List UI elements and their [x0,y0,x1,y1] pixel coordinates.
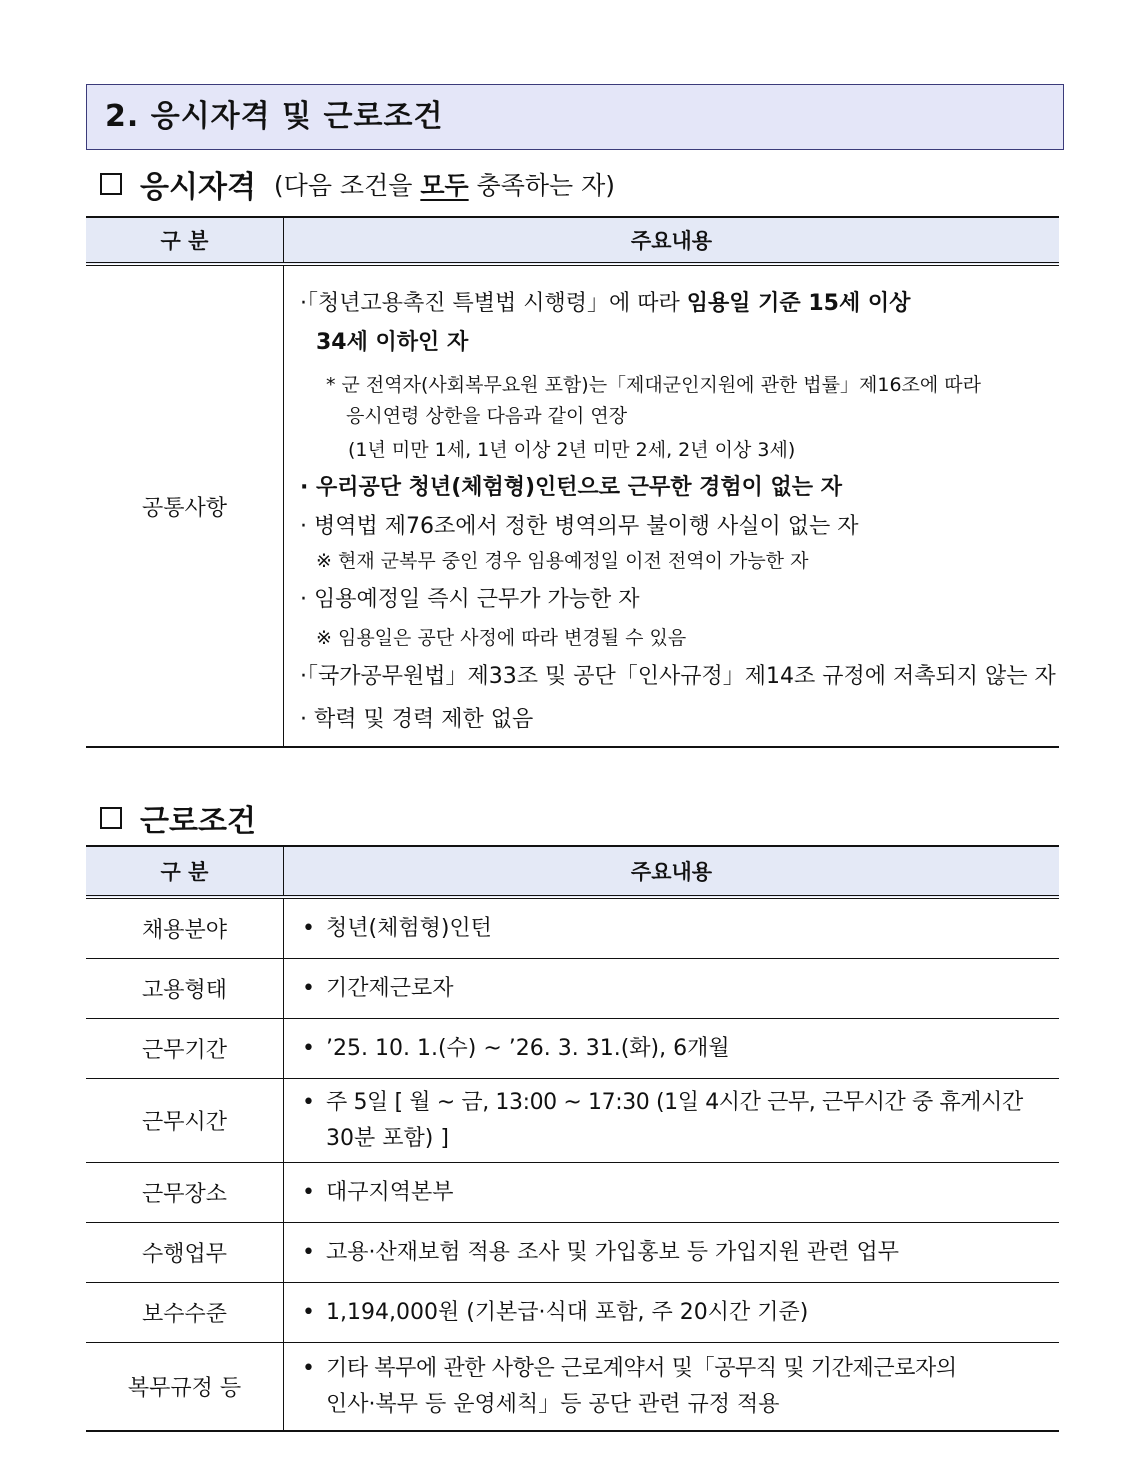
work-conditions-table [86,845,1059,1432]
qual-line-text: ·「청년고용촉진 특별법 시행령」에 따라 [300,291,687,316]
table-row [86,264,1059,747]
row-value: 기타 복무에 관한 사항은 근로계약서 및「공무직 및 기간제근로자의 [326,1355,957,1381]
qual-line: 34세 이하인 자 [316,330,469,355]
table-row [86,1079,1059,1163]
work-heading [100,796,256,840]
qual-line: · 학력 및 경력 제한 없음 [300,707,534,732]
header-category: 구 분 [86,846,284,897]
table-row [86,1283,1059,1343]
qualification-note [274,166,615,202]
row-value: 대구지역본부 [326,1179,454,1205]
bullet-icon: • [302,1089,315,1115]
qual-footnote: * 군 전역자(사회복무요원 포함)는「제대군인지원에 관한 법률」제16조에 따라 [326,374,982,396]
table-row [86,1019,1059,1079]
note-pre: (다음 조건을 [273,171,421,200]
header-category: 구 분 [86,217,284,264]
qual-footnote: 응시연령 상한을 다음과 같이 연장 [346,405,628,427]
work-heading-text: 근로조건 [140,804,256,839]
row-label: 고용형태 [86,959,284,1019]
row-value-cont: 인사·복무 등 운영세칙」등 공단 관련 규정 적용 [326,1391,780,1417]
checkbox-square-icon [100,173,122,195]
row-label: 근무장소 [86,1163,284,1223]
table-header-row [86,846,1059,897]
bullet-icon: • [302,1239,315,1265]
row-label: 채용분야 [86,897,284,959]
row-label: 보수수준 [86,1283,284,1343]
qual-line: · 병역법 제76조에서 정한 병역의무 불이행 사실이 없는 자 [300,514,859,539]
qualification-table [86,216,1059,748]
row-label: 복무규정 등 [86,1343,284,1432]
row-value: 기간제근로자 [326,975,454,1001]
table-row [86,1223,1059,1283]
note-emphasis: 모두 [420,171,469,200]
row-value: 청년(체험형)인턴 [326,915,492,941]
bullet-icon: • [302,1299,315,1325]
row-value: 1,194,000원 (기본급·식대 포함, 주 20시간 기준) [326,1299,809,1325]
qualification-heading [100,162,615,206]
row-value: ’25. 10. 1.(수) ~ ’26. 3. 31.(화), 6개월 [326,1035,730,1061]
qualification-content [284,264,1060,747]
qualification-heading-text: 응시자격 [140,170,256,205]
row-label: 공통사항 [86,264,284,747]
qual-line: · 임용예정일 즉시 근무가 가능한 자 [300,587,640,612]
section-title: 2. 응시자격 및 근로조건 [86,84,1064,150]
row-value: 주 5일 [ 월 ~ 금, 13:00 ~ 17:30 (1일 4시간 근무, 근무시간 중 휴게시간 [326,1089,1023,1115]
table-row [86,1163,1059,1223]
table-row [86,1343,1059,1432]
qual-footnote: (1년 미만 1세, 1년 이상 2년 미만 2세, 2년 이상 3세) [348,439,796,461]
header-content: 주요내용 [284,846,1060,897]
qual-line [300,284,1059,323]
qual-footnote: ※ 현재 군복무 중인 경우 임용예정일 이전 전역이 가능한 자 [316,550,809,572]
qual-footnote: ※ 임용일은 공단 사정에 따라 변경될 수 있음 [316,627,687,649]
bullet-icon: • [302,1355,315,1381]
qual-line: ·「국가공무원법」제33조 및 공단「인사규정」제14조 규정에 저촉되지 않는 자 [300,664,1056,689]
bullet-icon: • [302,1179,315,1205]
checkbox-square-icon [100,807,122,829]
note-post: 충족하는 자) [468,171,616,200]
row-label: 근무시간 [86,1079,284,1163]
qual-line-bold: 임용일 기준 15세 이상 [686,291,911,316]
bullet-icon: • [302,915,315,941]
header-content: 주요내용 [284,217,1060,264]
table-row [86,959,1059,1019]
row-label: 근무기간 [86,1019,284,1079]
row-value-cont: 30분 포함) ] [326,1125,449,1151]
bullet-icon: • [302,1035,315,1061]
row-label: 수행업무 [86,1223,284,1283]
table-header-row [86,217,1059,264]
row-value: 고용·산재보험 적용 조사 및 가입홍보 등 가입지원 관련 업무 [326,1239,899,1265]
bullet-icon: • [302,975,315,1001]
table-row [86,897,1059,959]
qual-line: · 우리공단 청년(체험형)인턴으로 근무한 경험이 없는 자 [300,475,842,500]
